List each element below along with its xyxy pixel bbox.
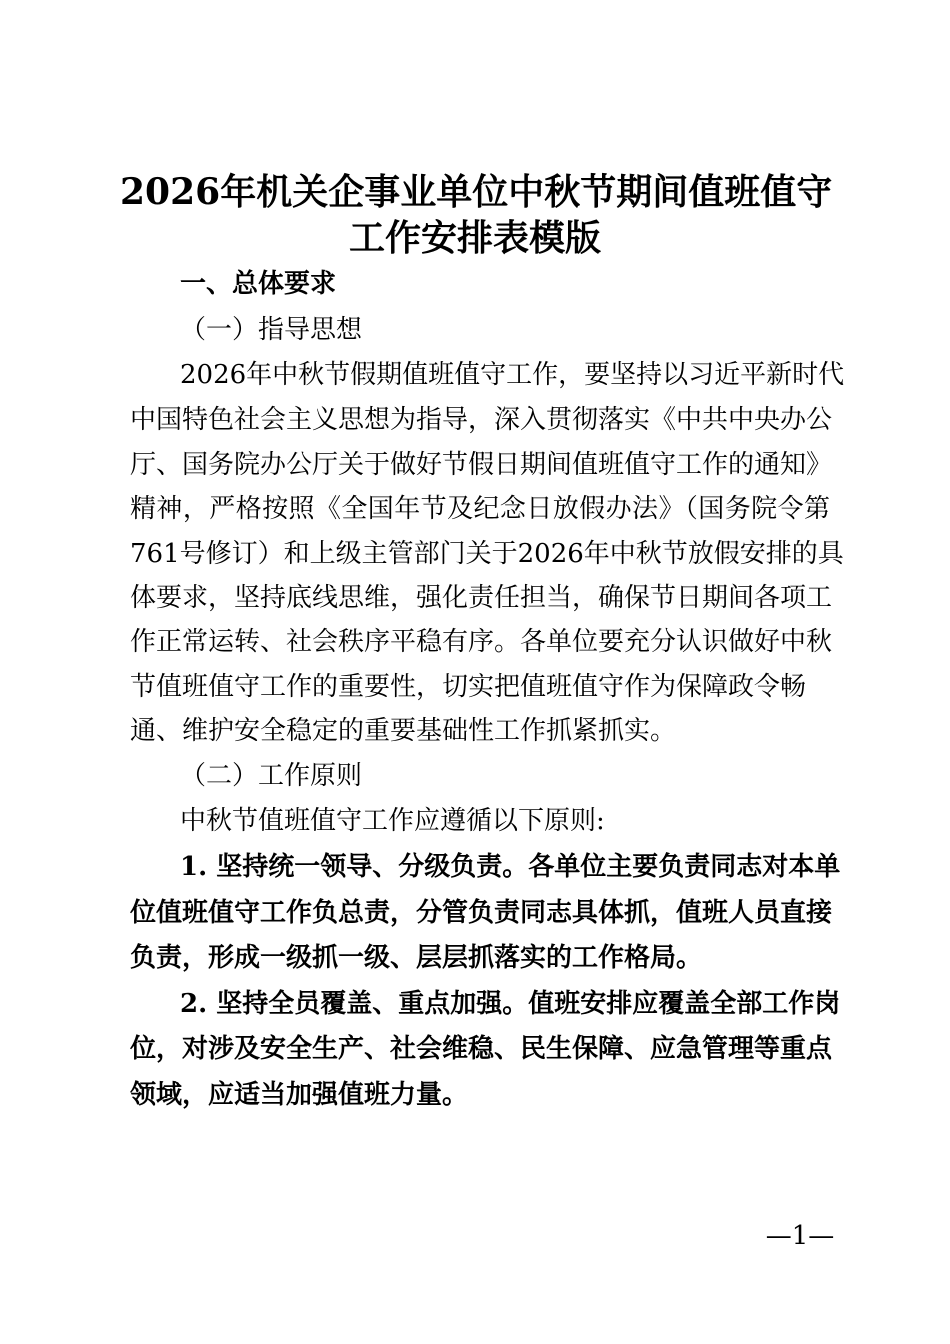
paragraph-line: 厅、国务院办公厅关于做好节假日期间值班值守工作的通知》	[130, 450, 833, 480]
paragraph-line: 体要求，坚持底线思维，强化责任担当，确保节日期间各项工	[130, 583, 833, 613]
paragraph-line: 中国特色社会主义思想为指导，深入贯彻落实《中共中央办公	[130, 405, 833, 435]
principle-2-line: 2. 坚持全员覆盖、重点加强。值班安排应覆盖全部工作岗	[180, 989, 841, 1019]
paragraph-line: 2026年中秋节假期值班值守工作，要坚持以习近平新时代	[180, 360, 845, 390]
principle-1-line: 1. 坚持统一领导、分级负责。各单位主要负责同志对本单	[180, 852, 841, 882]
paragraph-line: 761号修订）和上级主管部门关于2026年中秋节放假安排的具	[130, 539, 844, 569]
principle-2-line: 位，对涉及安全生产、社会维稳、民生保障、应急管理等重点	[130, 1034, 833, 1064]
principle-1-line: 位值班值守工作负总责，分管负责同志具体抓，值班人员直接	[130, 898, 833, 928]
subsection-heading-guiding-ideology: （一）指导思想	[180, 315, 363, 345]
principle-1-line: 负责，形成一级抓一级、层层抓落实的工作格局。	[130, 943, 703, 973]
paragraph-line: 作正常运转、社会秩序平稳有序。各单位要充分认识做好中秋	[130, 627, 833, 657]
document-title-line-2: 工作安排表模版	[348, 217, 601, 259]
principles-intro: 中秋节值班值守工作应遵循以下原则:	[180, 806, 605, 836]
paragraph-line: 通、维护安全稳定的重要基础性工作抓紧抓实。	[130, 716, 677, 746]
paragraph-line: 节值班值守工作的重要性，切实把值班值守作为保障政令畅	[130, 672, 807, 702]
document-title-line-1: 2026年机关企事业单位中秋节期间值班值守	[120, 171, 833, 213]
paragraph-line: 精神，严格按照《全国年节及纪念日放假办法》（国务院令第	[130, 494, 830, 524]
section-heading-overall-requirements: 一、总体要求	[180, 269, 337, 299]
subsection-heading-working-principles: （二）工作原则	[180, 761, 363, 791]
page-number: —1—	[765, 1221, 835, 1251]
principle-2-line: 领域，应适当加强值班力量。	[130, 1080, 469, 1110]
